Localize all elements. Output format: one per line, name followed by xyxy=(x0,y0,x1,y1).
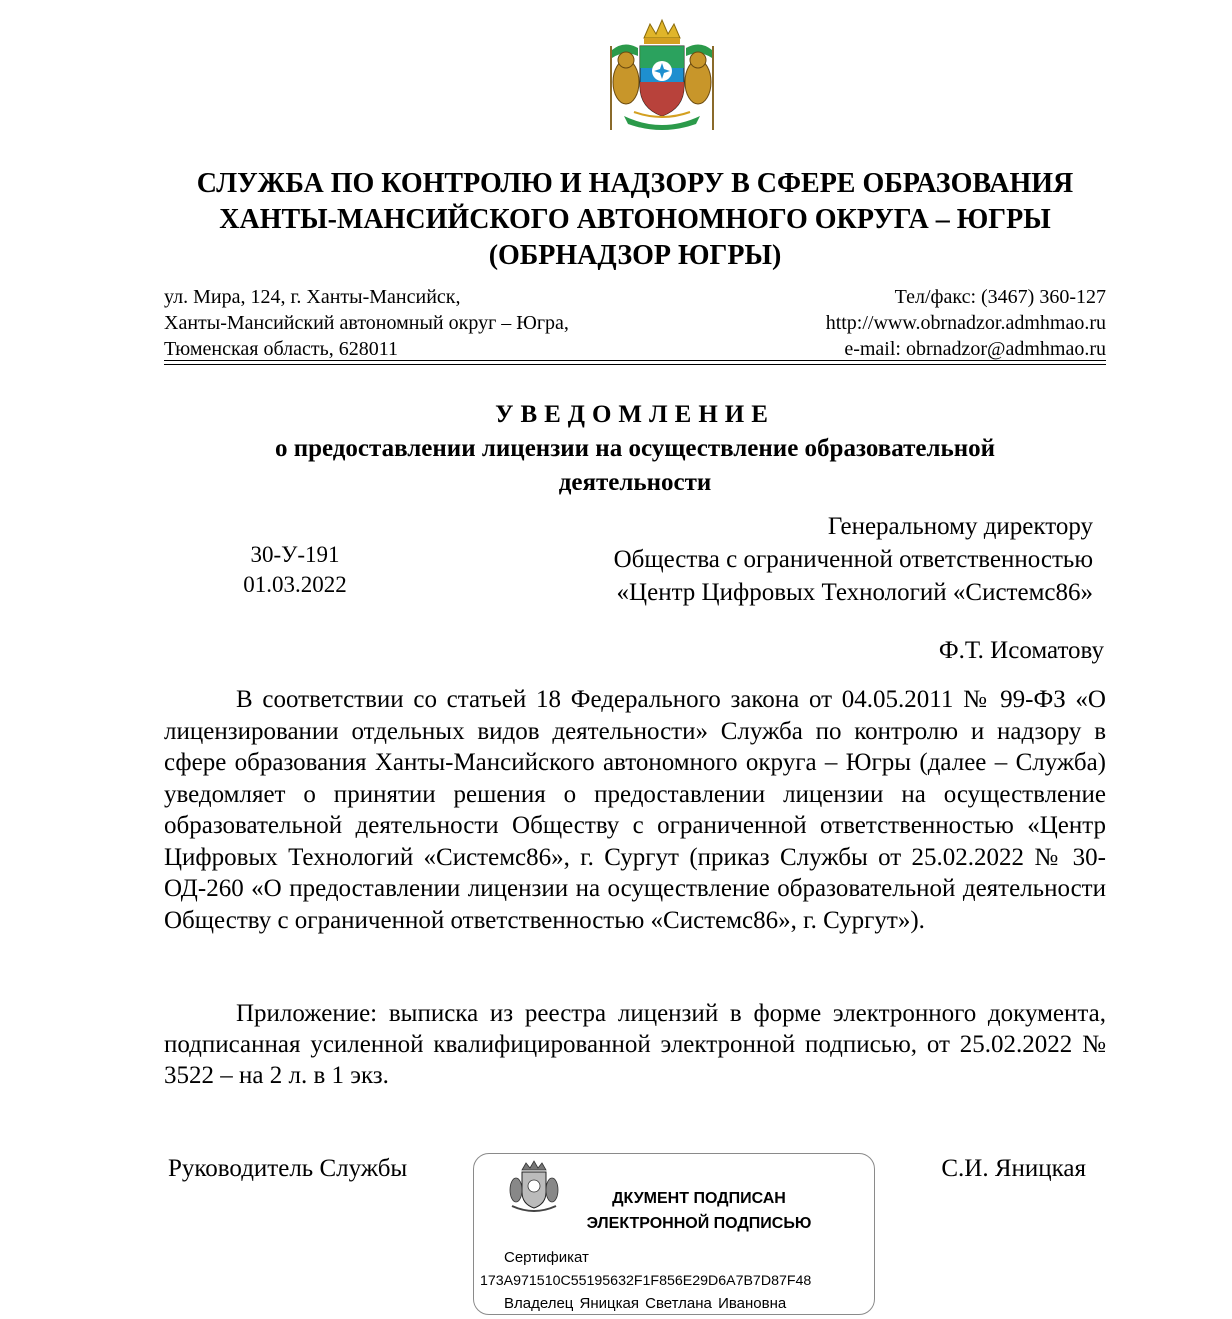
stamp-title-line: ДКУМЕНТ ПОДПИСАН xyxy=(612,1190,786,1207)
coat-of-arms-icon xyxy=(604,16,720,134)
address-line: Тюменская область, 628011 xyxy=(164,338,399,360)
electronic-signature-stamp xyxy=(473,1153,875,1315)
website-link[interactable]: http://www.obrnadzor.admhmao.ru xyxy=(825,312,1106,334)
signer-position: Руководитель Службы xyxy=(168,1155,408,1182)
recipient-line: Генеральному директору xyxy=(827,513,1093,540)
recipient-name: Ф.Т. Исоматову xyxy=(938,637,1104,664)
org-name-line: СЛУЖБА ПО КОНТРОЛЮ И НАДЗОРУ В СФЕРЕ ОБРАЗОВАНИЯ xyxy=(196,168,1074,199)
certificate-owner: Владелец Яницкая Светлана Ивановна xyxy=(504,1295,787,1312)
registration-number: 30-У-191 xyxy=(250,542,340,567)
certificate-number: 173A971510C55195632F1F856E29D6A7B7D87F48 xyxy=(480,1273,812,1289)
certificate-label: Сертификат xyxy=(504,1249,589,1266)
registration-date: 01.03.2022 xyxy=(243,572,347,597)
notice-subtitle: деятельности xyxy=(558,469,712,496)
address-line: ул. Мира, 124, г. Ханты-Мансийск, xyxy=(164,286,461,308)
organization-title xyxy=(150,166,1120,274)
email-link[interactable]: e-mail: obrnadzor@admhmao.ru xyxy=(844,338,1106,360)
registration-block xyxy=(200,540,390,600)
org-name-line: (ОБРНАДЗОР ЮГРЫ) xyxy=(488,240,782,271)
notice-title: УВЕДОМЛЕНИЕ xyxy=(495,401,775,428)
recipient-line: «Центр Цифровых Технологий «Системс86» xyxy=(616,579,1093,606)
attachment-text xyxy=(164,998,1106,1091)
address-line: Ханты-Мансийский автономный округ – Югра, xyxy=(164,312,569,334)
contact-block xyxy=(164,284,1106,362)
attachment-paragraph: Приложение: выписка из реестра лицензий в форме электронного документа, подписанная усиленной квалифицированной электронной подписью, от 25.02.2022 № 3522 – на 2 л. в 1 экз. xyxy=(164,1000,1106,1089)
signer-name: С.И. Яницкая xyxy=(941,1155,1086,1182)
body-text xyxy=(164,684,1106,936)
recipient-block xyxy=(614,510,1093,609)
header-divider xyxy=(164,364,1106,365)
notice-heading xyxy=(130,398,1140,500)
org-name-line: ХАНТЫ-МАНСИЙСКОГО АВТОНОМНОГО ОКРУГА – ЮГРЫ xyxy=(219,204,1051,235)
stamp-title xyxy=(534,1186,864,1236)
stamp-title-line: ЭЛЕКТРОННОЙ ПОДПИСЬЮ xyxy=(586,1215,812,1232)
body-paragraph: В соответствии со статьей 18 Федерального закона от 04.05.2011 № 99-ФЗ «О лицензировании отдельных видов деятельности» Служба по контролю и надзору в сфере образования Ханты-Мансийского автономного округа – Югры (далее – Служба) уведомляет о принятии решения о предоставлении лицензии на осуществление образовательной деятельности Обществу с ограниченной ответственностью «Центр Цифровых Технологий «Системс86», г. Сургут (приказ Службы от 25.02.2022 № 30-ОД-260 «О предоставлении лицензии на осуществление образовательной деятельности Обществу с ограниченной ответственностью «Системс86», г. Сургут»). xyxy=(164,686,1106,934)
recipient-line: Общества с ограниченной ответственностью xyxy=(613,546,1093,573)
notice-subtitle: о предоставлении лицензии на осуществление образовательной xyxy=(274,435,996,462)
header-divider xyxy=(164,360,1106,361)
phone-fax: Тел/факс: (3467) 360-127 xyxy=(894,286,1106,308)
